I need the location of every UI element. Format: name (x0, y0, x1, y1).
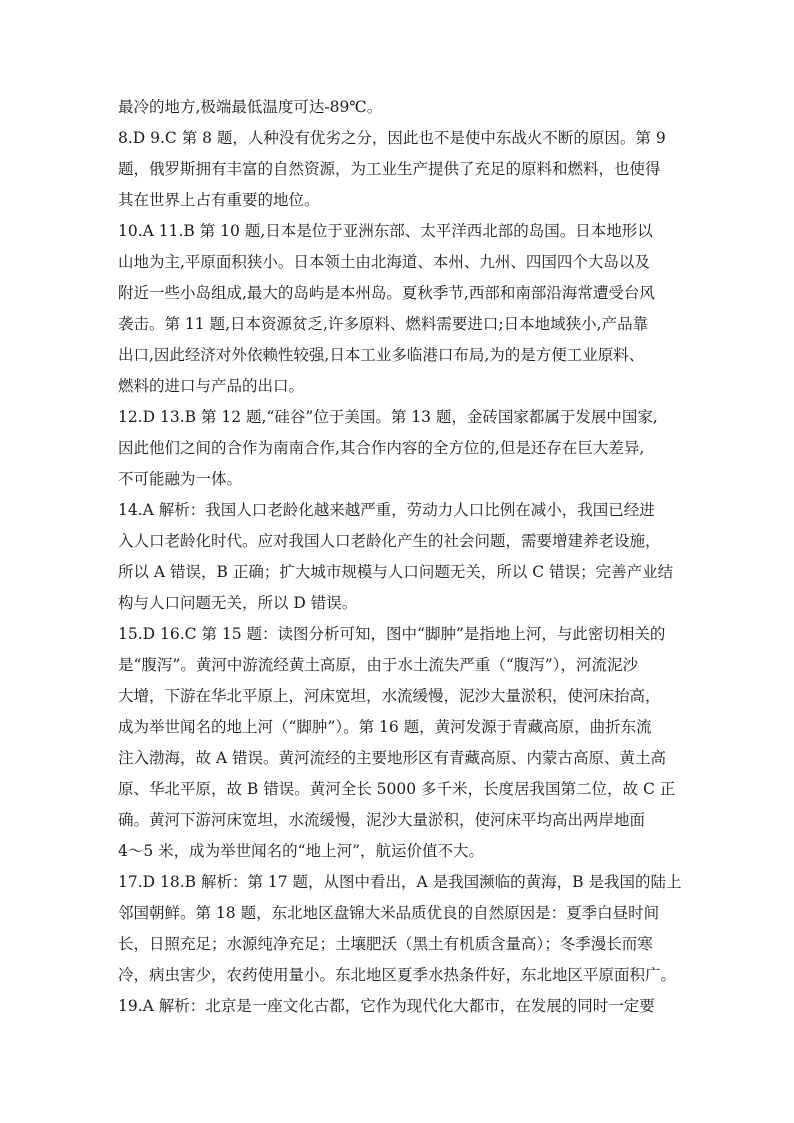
text-line: 15.D 16.C 第 15 题：读图分析可知，图中“脚肿”是指地上河，与此密切相关的 (118, 625, 666, 643)
text-line: 其在世界上占有重要的地位。 (118, 191, 320, 209)
text-line: 不可能融为一体。 (118, 470, 243, 488)
text-line: 入人口老龄化时代。应对我国人口老龄化产生的社会问题，需要增建养老设施， (118, 532, 661, 550)
text-line: 19.A 解析：北京是一座文化古都，它作为现代化大都市，在发展的同时一定要 (118, 997, 655, 1015)
text-line: 4～5 米，成为举世闻名的“地上河”，航运价值不大。 (118, 842, 484, 860)
text-line: 附近一些小岛组成,最大的岛屿是本州岛。夏秋季节,西部和南部沿海常遭受台风 (118, 284, 655, 302)
text-line: 原、华北平原，故 B 错误。黄河全长 5000 多千米，长度居我国第二位，故 C 正 (118, 780, 676, 798)
text-line: 8.D 9.C 第 8 题，人种没有优劣之分，因此也不是使中东战火不断的原因。第 9 (118, 129, 666, 147)
text-line: 山地为主,平原面积狭小。日本领土由北海道、本州、九州、四国四个大岛以及 (118, 253, 650, 271)
answer-explanations (118, 92, 688, 1022)
text-line: 成为举世闻名的地上河（“脚肿”）。第 16 题，黄河发源于青藏高原，曲折东流 (118, 718, 652, 736)
text-line: 17.D 18.B 解析：第 17 题，从图中看出，A 是我国濒临的黄海，B 是我国的陆上 (118, 873, 682, 891)
text-line: 14.A 解析：我国人口老龄化越来越严重，劳动力人口比例在减小，我国已经进 (118, 501, 655, 519)
text-line: 袭击。第 11 题,日本资源贫乏,许多原料、燃料需要进口;日本地域狭小,产品靠 (118, 315, 649, 333)
text-line: 大增，下游在华北平原上，河床宽坦，水流缓慢，泥沙大量淤积，使河床抬高， (118, 687, 661, 705)
text-line: 是“腹泻”。黄河中游流经黄土高原，由于水土流失严重（“腹泻”），河流泥沙 (118, 656, 638, 674)
text-line: 冷，病虫害少，农药使用量小。东北地区夏季水热条件好，东北地区平原面积广。 (118, 966, 677, 984)
text-line: 12.D 13.B 第 12 题,“硅谷”位于美国。第 13 题，金砖国家都属于发展中国家, (118, 408, 658, 426)
text-line: 邻国朝鲜。第 18 题，东北地区盘锦大米品质优良的自然原因是：夏季白昼时间 (118, 904, 660, 922)
text-line: 因此他们之间的合作为南南合作,其合作内容的全方位的,但是还存在巨大差异, (118, 439, 645, 457)
text-line: 所以 A 错误，B 正确；扩大城市规模与人口问题无关，所以 C 错误；完善产业结 (118, 563, 674, 581)
text-line: 最冷的地方,极端最低温度可达-89℃。 (118, 98, 383, 116)
text-line: 10.A 11.B 第 10 题,日本是位于亚洲东部、太平洋西北部的岛国。日本地形以 (118, 222, 653, 240)
text-line: 构与人口问题无关，所以 D 错误。 (118, 594, 358, 612)
text-line: 注入渤海，故 A 错误。黄河流经的主要地形区有青藏高原、内蒙古高原、黄土高 (118, 749, 667, 767)
text-line: 燃料的进口与产品的出口。 (118, 377, 305, 395)
text-line: 长，日照充足；水源纯净充足；土壤肥沃（黑土有机质含量高）；冬季漫长而寒 (118, 935, 653, 953)
text-line: 题，俄罗斯拥有丰富的自然资源，为工业生产提供了充足的原料和燃料，也使得 (118, 160, 661, 178)
text-line: 确。黄河下游河床宽坦，水流缓慢，泥沙大量淤积，使河床平均高出两岸地面 (118, 811, 646, 829)
text-line: 出口,因此经济对外依赖性较强,日本工业多临港口布局,为的是方便工业原料、 (118, 346, 645, 364)
